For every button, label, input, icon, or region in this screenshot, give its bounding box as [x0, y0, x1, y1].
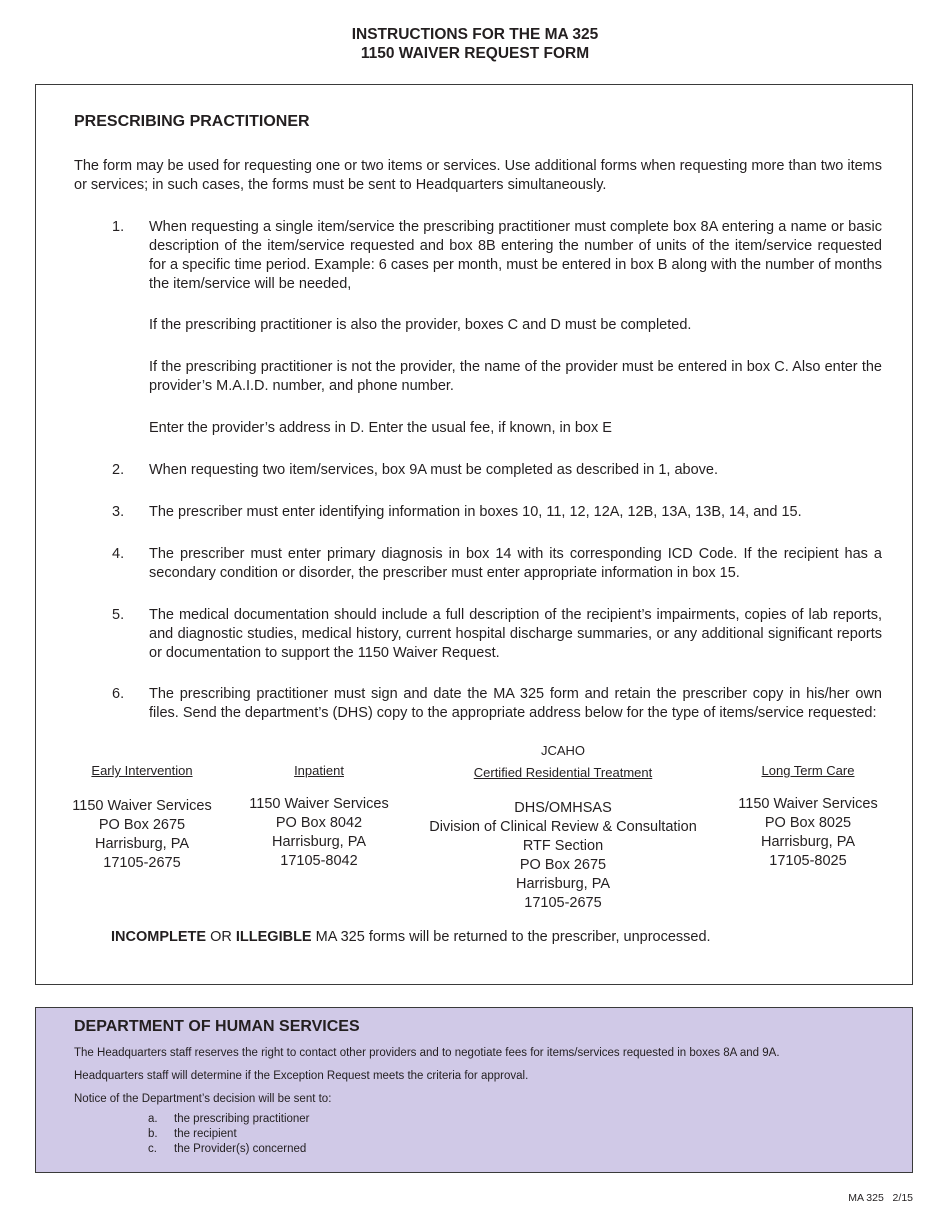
address-line: Harrisburg, PA: [515, 876, 610, 892]
prescribing-practitioner-section: [35, 84, 913, 985]
address-long-term-care: [722, 761, 894, 871]
warning-bold-illegible: ILLEGIBLE: [235, 929, 312, 945]
address-heading: Inpatient: [294, 763, 344, 778]
item-text: Enter the provider’s address in D. Enter the usual fee, if known, in box E: [149, 420, 612, 436]
list-text: the Provider(s) concerned: [174, 1143, 307, 1155]
address-certified-residential-treatment: [408, 741, 718, 913]
dhs-line-3: Notice of the Department’s decision will be sent to:: [74, 1093, 332, 1105]
address-line: 17105-8025: [769, 853, 847, 869]
list-text: the recipient: [174, 1128, 237, 1140]
address-line: Harrisburg, PA: [94, 836, 189, 852]
item-number: 2.: [112, 462, 125, 478]
dhs-line-2: Headquarters staff will determine if the Exception Request meets the criteria for approval.: [74, 1070, 529, 1082]
address-line: 17105-2675: [103, 855, 181, 871]
item-number: 1.: [112, 219, 125, 235]
item-text: The prescribing practitioner must sign and date the MA 325 form and retain the prescriber copy in his/her own files. Send the department’s (DHS) copy to the appropriate address below for the type of items/service requested:: [149, 686, 882, 721]
address-line: 17105-8042: [280, 853, 358, 869]
address-line: 1150 Waiver Services: [249, 796, 389, 812]
address-line: 1150 Waiver Services: [738, 796, 878, 812]
item-number: 6.: [112, 686, 125, 702]
department-of-human-services-section: [35, 1007, 913, 1173]
address-line: 17105-2675: [524, 895, 602, 911]
item-text: When requesting two item/services, box 9A must be completed as described in 1, above.: [149, 462, 719, 478]
item-number: 4.: [112, 546, 125, 562]
item-text: If the prescribing practitioner is not the provider, the name of the provider must be entered in box C. Also enter the provider’s M.A.I.D. number, and phone number.: [149, 359, 882, 394]
item-text: When requesting a single item/service the prescribing practitioner must complete box 8A entering a name or basic description of the item/service requested and box 8B entering the number of units of the item/service requested for a specific time period. Example: 6 cases per month, must be entered in box B along with the number of months the item/service will be needed,: [149, 219, 882, 292]
address-line: PO Box 2675: [519, 857, 607, 873]
item-number: 5.: [112, 607, 125, 623]
address-line: Harrisburg, PA: [271, 834, 366, 850]
item-text: The prescriber must enter identifying information in boxes 10, 11, 12, 12A, 12B, 13A, 13B, 14, and 15.: [149, 504, 802, 520]
address-heading: Long Term Care: [761, 763, 855, 778]
address-line: DHS/OMHSAS: [514, 800, 612, 816]
section-heading-prescribing: PRESCRIBING PRACTITIONER: [74, 113, 310, 130]
address-line: PO Box 8025: [764, 815, 852, 831]
item-text: If the prescribing practitioner is also the provider, boxes C and D must be completed.: [149, 317, 692, 333]
list-letter: a.: [148, 1113, 158, 1125]
address-line: PO Box 8042: [275, 815, 363, 831]
address-line: Harrisburg, PA: [760, 834, 855, 850]
item-text: The prescriber must enter primary diagnosis in box 14 with its corresponding ICD Code. If the recipient has a secondary condition or disorder, the prescriber must enter appropriate information in box 15.: [149, 546, 882, 581]
item-text: The medical documentation should include a full description of the recipient’s impairments, copies of lab reports, and diagnostic studies, medical history, current hospital discharge summaries, or any additional significant reports or documentation to support the 1150 Waiver Request.: [149, 607, 882, 661]
list-letter: c.: [148, 1143, 157, 1155]
address-line: RTF Section: [522, 838, 604, 854]
address-inpatient: [233, 761, 405, 871]
item-number: 3.: [112, 504, 125, 520]
page-title-line1: INSTRUCTIONS FOR THE MA 325: [351, 26, 599, 43]
warning-rest: MA 325 forms will be returned to the prescriber, unprocessed.: [311, 929, 711, 945]
address-heading: Early Intervention: [91, 763, 193, 778]
form-identifier: MA 325 2/15: [848, 1192, 913, 1204]
address-line: PO Box 2675: [98, 817, 186, 833]
warning-or: OR: [206, 929, 236, 945]
list-letter: b.: [148, 1128, 158, 1140]
dhs-line-1: The Headquarters staff reserves the right to contact other providers and to negotiate fees for items/services requested in boxes 8A and 9A.: [74, 1047, 780, 1059]
intro-paragraph: The form may be used for requesting one or two items or services. Use additional forms when requesting more than two items or services; in such cases, the forms must be sent to Headquarters simultaneously.: [74, 158, 882, 193]
address-line: Division of Clinical Review & Consultation: [429, 819, 697, 835]
page-title-line2: 1150 WAIVER REQUEST FORM: [360, 45, 590, 62]
address-line: 1150 Waiver Services: [72, 798, 212, 814]
address-pre-heading: JCAHO: [540, 743, 586, 758]
list-text: the prescribing practitioner: [174, 1113, 310, 1125]
address-heading: Certified Residential Treatment: [473, 765, 653, 780]
page-title: [0, 25, 950, 63]
address-early-intervention: [56, 761, 228, 873]
warning-bold-incomplete: INCOMPLETE: [111, 929, 207, 945]
section-heading-dhs: DEPARTMENT OF HUMAN SERVICES: [74, 1018, 360, 1035]
incomplete-warning: [111, 929, 711, 945]
